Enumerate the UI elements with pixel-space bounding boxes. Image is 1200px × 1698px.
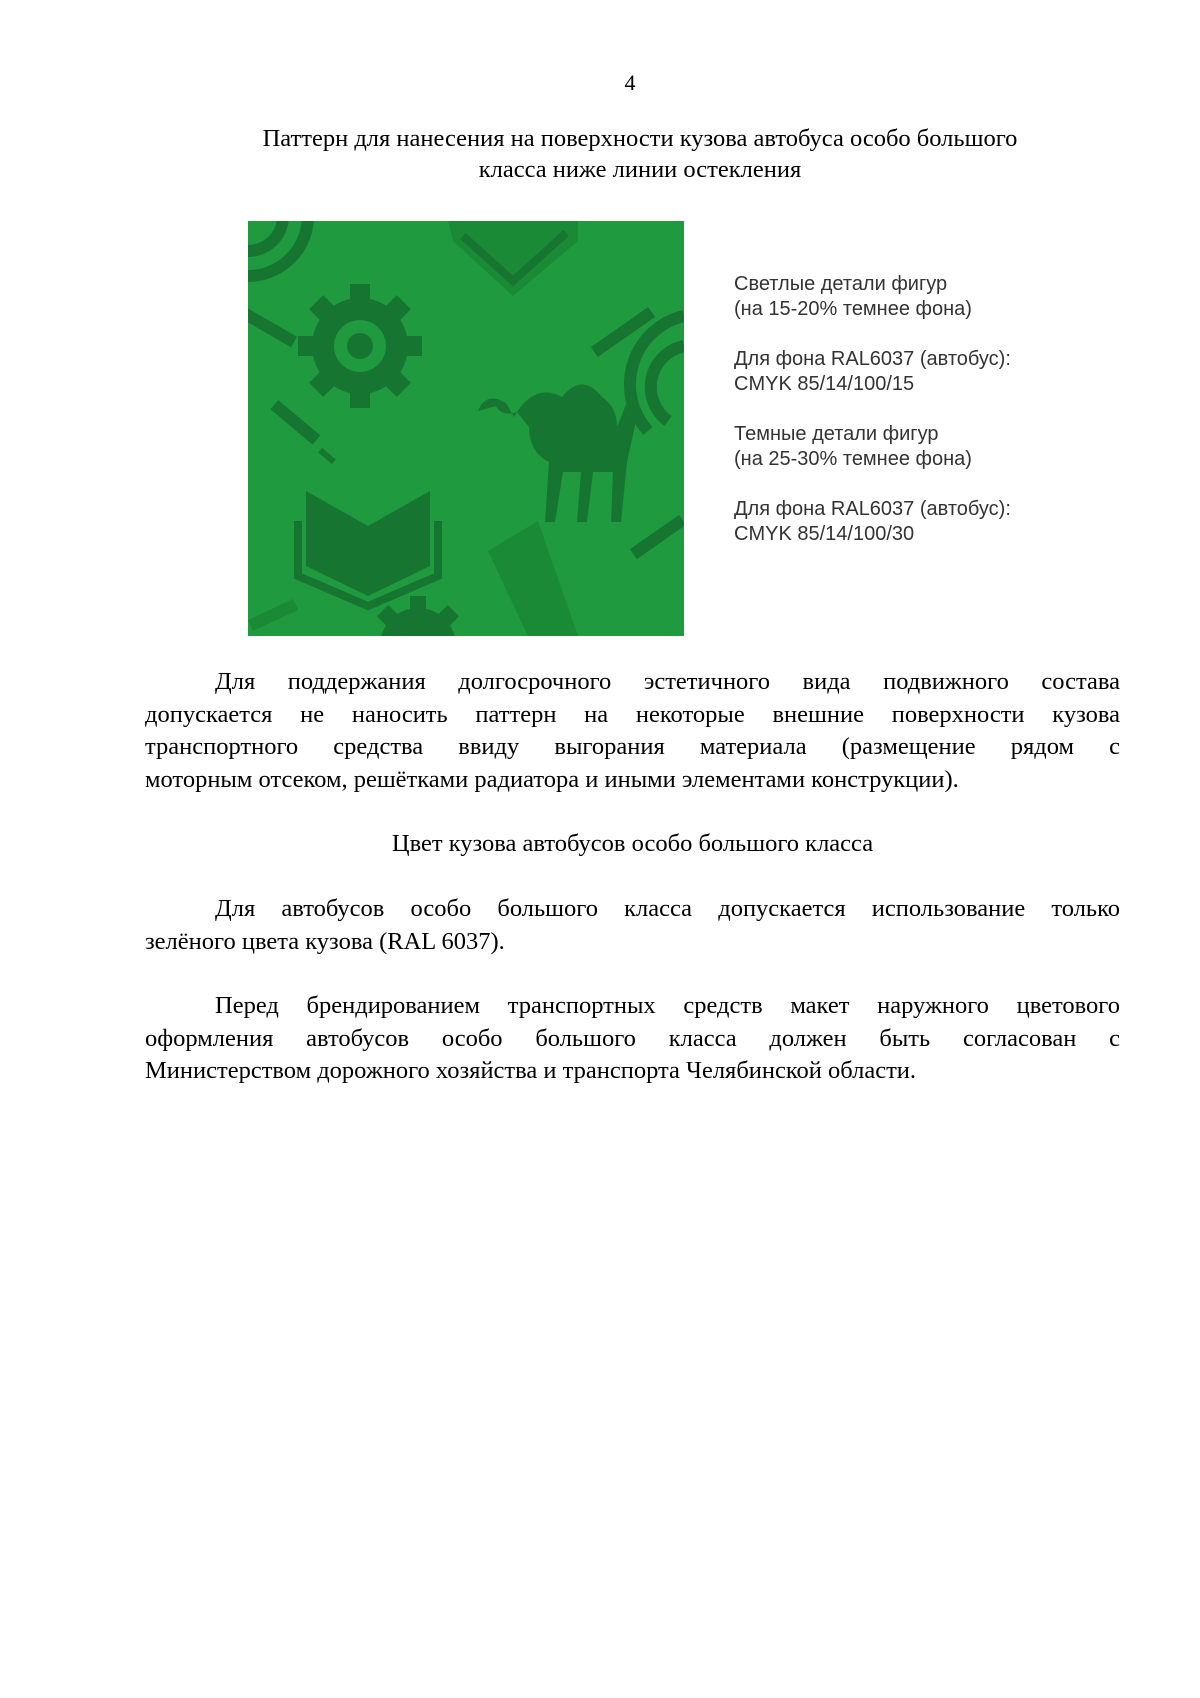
text-line: Перед брендированием транспортных средств макет наружного цветового [215, 992, 1120, 1019]
text-line: транспортного средства ввиду выгорания материала (размещение рядом с [145, 733, 1120, 760]
text-line: зелёного цвета кузова (RAL 6037). [145, 927, 505, 955]
legend-item [734, 347, 1114, 397]
gear-icon [298, 284, 422, 408]
legend-line: CMYK 85/14/100/30 [734, 523, 915, 545]
figure-caption [200, 123, 1080, 185]
caption-line-2: класса ниже линии остекления [478, 156, 802, 183]
legend-line: Для фона RAL6037 (автобус): [734, 498, 1011, 520]
paragraph-body-color [145, 893, 1120, 958]
legend-item [734, 272, 1114, 322]
legend-item [734, 497, 1114, 547]
legend-line: Для фона RAL6037 (автобус): [734, 348, 1011, 370]
paragraph-approval [145, 990, 1120, 1088]
legend-line: CMYK 85/14/100/15 [734, 373, 915, 395]
paragraph-maintenance [145, 666, 1120, 796]
text-line: оформления автобусов особо большого класса должен быть согласован с [145, 1024, 1120, 1052]
legend-line: (на 25-30% темнее фона) [734, 448, 972, 470]
legend-line: Светлые детали фигур [734, 273, 948, 295]
legend-line: (на 15-20% темнее фона) [734, 298, 972, 320]
text-line: допускается не наносить паттерн на некоторые внешние поверхности кузова [145, 700, 1120, 728]
text-line: Для автобусов особо большого класса допускается использование только [215, 895, 1120, 922]
caption-line-1: Паттерн для нанесения на поверхности кузова автобуса особо большого [262, 125, 1018, 152]
text-line: Для поддержания долгосрочного эстетичного вида подвижного состава [215, 668, 1120, 695]
text-line: моторным отсеком, решётками радиатора и иными элементами конструкции). [145, 765, 959, 793]
legend-line: Темные детали фигур [734, 423, 939, 445]
pattern-image [248, 221, 684, 636]
color-legend [734, 272, 1114, 572]
section-heading: Цвет кузова автобусов особо большого класса [391, 830, 874, 857]
text-line: Министерством дорожного хозяйства и транспорта Челябинской области. [145, 1057, 917, 1084]
legend-item [734, 422, 1114, 472]
page-number: 4 [624, 70, 636, 95]
